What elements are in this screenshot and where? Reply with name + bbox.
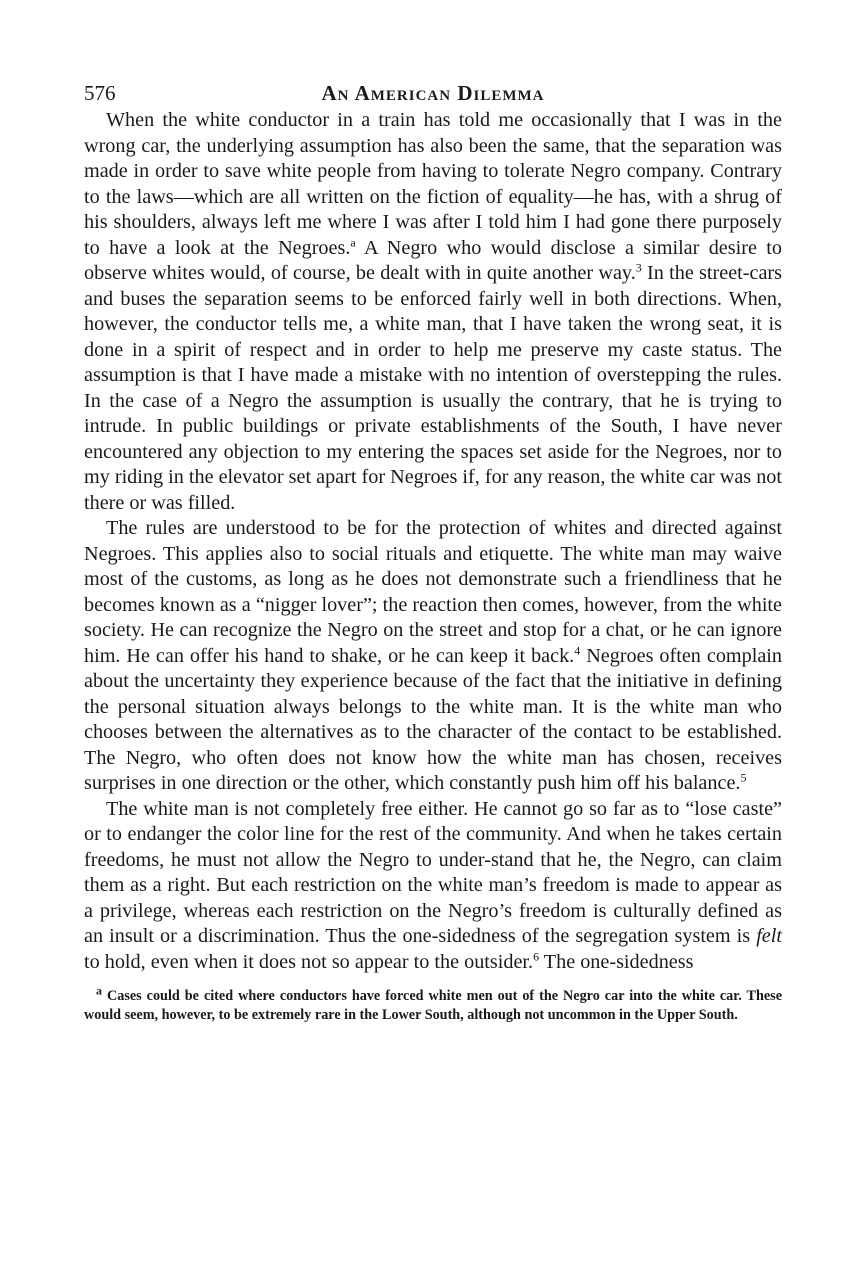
text-run: The one-sidedness bbox=[539, 950, 694, 973]
italic-text-run: felt bbox=[756, 925, 782, 947]
footnote-marker: 3 bbox=[635, 260, 642, 275]
footnote-marker: 5 bbox=[740, 770, 747, 785]
text-run: When the white conductor in a train has told me occasionally that I was in the wrong car, the underlying assumption has also been the same, that the separation was made in order to save white people from having to tolerate Negro company. Contrary to the laws—which are all written on the fiction of equality—he has, with a shrug of his shoulders, always left me where I was after I told him I had gone there purposely to have a look at the Negroes. bbox=[84, 109, 782, 259]
running-head bbox=[84, 78, 782, 108]
running-title: An American Dilemma bbox=[321, 81, 545, 105]
text-run: The rules are understood to be for the protection of whites and directed against Negroes. This applies also to social rituals and etiquette. The white man may waive most of the customs, as long as he does not demonstrate such a friendliness that he becomes known as a “nigger lover”; the reaction then comes, however, from the white society. He can recognize the Negro on the street and stop for a chat, or he can ignore him. He can offer his hand to shake, or he can keep it back. bbox=[84, 517, 782, 667]
text-run: to hold, even when it does not so appear to the outsider. bbox=[84, 950, 534, 973]
footnote-marker: 6 bbox=[533, 948, 540, 963]
footnote-marker: a bbox=[350, 234, 356, 249]
text-run: A Negro who would disclose a similar desire to observe whites would, of course, be dealt with in quite another way. bbox=[84, 236, 782, 284]
book-page bbox=[84, 78, 782, 1024]
page-number: 576 bbox=[84, 81, 116, 105]
footnote-marker: a bbox=[96, 983, 102, 998]
text-run: In the street-cars and buses the separation seems to be enforced fairly well in both directions. When, however, the conductor tells me, a white man, that I have taken the wrong seat, it is done in a spirit of respect and in order to help me preserve my caste status. The assumption is that I have made a mistake with no intention of overstepping the rules. In the case of a Negro the assumption is usually the contrary, that he is trying to intrude. In public buildings or private establishments of the South, I have never encountered any objection to my entering the spaces set aside for the Negroes, nor to my riding in the elevator set apart for Negroes if, for any reason, the white car was not there or was filled. bbox=[84, 262, 782, 514]
footnote-marker: 4 bbox=[574, 642, 581, 657]
paragraph bbox=[84, 797, 782, 976]
paragraph bbox=[84, 516, 782, 797]
footnotes bbox=[84, 983, 782, 1024]
footnote-text: Cases could be cited where conductors have forced white men out of the Negro car into the white car. These would seem, however, to be extremely rare in the Lower South, although not uncommon in the Upper South. bbox=[84, 988, 782, 1023]
text-run: The white man is not completely free either. He cannot go so far as to “lose caste” or to endanger the color line for the rest of the community. And when he takes certain freedoms, he must not allow the Negro to under-stand that he, the Negro, can claim them as a right. But each restriction on the white man’s freedom is made to appear as a privilege, whereas each restriction on the Negro’s freedom is culturally defined as an insult or a discrimination. Thus the one-sidedness of the segregation system is bbox=[84, 797, 782, 947]
body-text bbox=[84, 108, 782, 975]
footnote bbox=[84, 983, 782, 1024]
text-run: Negroes often complain about the uncertainty they experience because of the fact that the initiative in defining the personal situation always belongs to the white man. It is the white man who chooses between the alternatives as to the character of the contact to be established. The Negro, who often does not know how the white man has chosen, receives surprises in one direction or the other, which constantly push him off his balance. bbox=[84, 644, 782, 794]
paragraph bbox=[84, 108, 782, 516]
